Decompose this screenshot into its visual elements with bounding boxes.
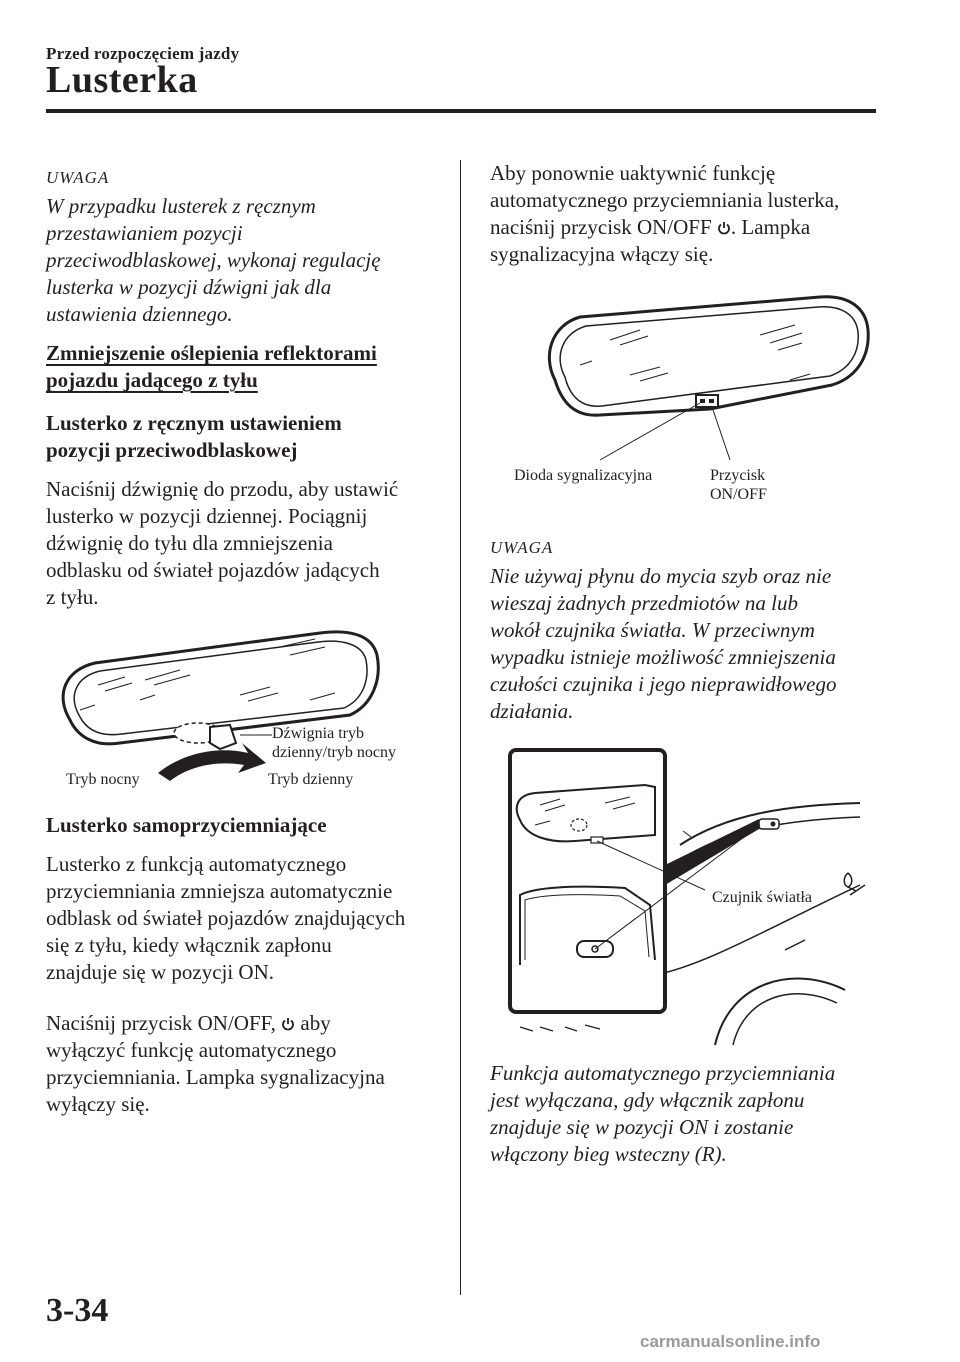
column-divider [460, 160, 461, 1295]
on-text-start: Aby ponownie uaktywnić funkcję automatycznego przyciemniania lusterka, naciśnij przycisk ON/OFF [490, 161, 840, 239]
power-icon [281, 1017, 295, 1031]
power-icon [717, 221, 731, 235]
note-text: W przypadku lusterek z ręcznym przestawianiem pozycji przeciwodblaskowej, wykonaj regulację lusterka w pozycji dźwigni jak dla ustawienia dziennego. [46, 194, 381, 326]
section-label: Przed rozpoczęciem jazdy [46, 44, 240, 63]
right-column-note [490, 534, 880, 725]
auto-mirror-figure [540, 295, 880, 495]
heading-auto-mirror: Lusterko samoprzyciemniające [46, 813, 327, 837]
day-mode-label: Tryb dzienny [268, 771, 354, 788]
lever-label: Dźwignia tryb dzienny/tryb nocny [272, 725, 396, 761]
right-column [490, 160, 880, 268]
note-label: UWAGA [46, 168, 110, 187]
note-text-2: Nie używaj płynu do mycia szyb oraz nie wieszaj żadnych przedmiotów na lub wokół czujnika światła. W przeciwnym wypadku istnieje możliwość zmniejszenia czułości czujnika i jego nieprawidłowego działania. [490, 564, 837, 723]
manual-mirror-text: Naciśnij dźwignię do przodu, aby ustawić lusterko w pozycji dziennej. Pociągnij dźwignię do tyłu dla zmniejszenia odblasku od świateł pojazdów jadących z tyłu. [46, 477, 399, 609]
closing-text: Funkcja automatycznego przyciemniania jest wyłączana, gdy włącznik zapłonu znajduje się w pozycji ON i zostanie włączony bieg wsteczny (R). [490, 1061, 836, 1166]
page-title: Lusterka [46, 59, 198, 101]
off-text-start: Naciśnij przycisk ON/OFF, [46, 1011, 276, 1035]
on-instruction [490, 160, 880, 268]
light-sensor-label: Czujnik światła [712, 889, 812, 906]
left-column [46, 164, 446, 611]
heading-glare: Zmniejszenie oślepienia reflektorami pojazdu jadącego z tyłu [46, 341, 377, 392]
off-instruction [46, 1010, 446, 1118]
on-text-end: . Lampka sygnalizacyjna włączy się. [490, 215, 811, 266]
auto-mirror-text: Lusterko z funkcją automatycznego przyciemniania zmniejsza automatycznie odblask od świateł pojazdów znajdujących się z tyłu, kiedy włącznik zapłonu znajduje się w pozycji ON. [46, 852, 406, 984]
off-text-mid: aby [295, 1011, 331, 1035]
left-column-lower [46, 812, 446, 1118]
watermark: carmanualsonline.info [640, 1332, 821, 1351]
note-label-2: UWAGA [490, 538, 554, 557]
onoff-button-label: Przycisk ON/OFF [710, 467, 767, 503]
diode-label: Dioda sygnalizacyjna [514, 467, 653, 484]
right-column-closing [490, 1060, 880, 1168]
night-mode-label: Tryb nocny [66, 771, 140, 788]
heading-manual-mirror: Lusterko z ręcznym ustawieniem pozycji przeciwodblaskowej [46, 411, 342, 462]
title-divider [46, 109, 876, 113]
page-number: 3-34 [46, 1292, 109, 1329]
off-text-end: wyłączyć funkcję automatycznego przyciemniania. Lampka sygnalizacyjna wyłączy się. [46, 1038, 385, 1116]
